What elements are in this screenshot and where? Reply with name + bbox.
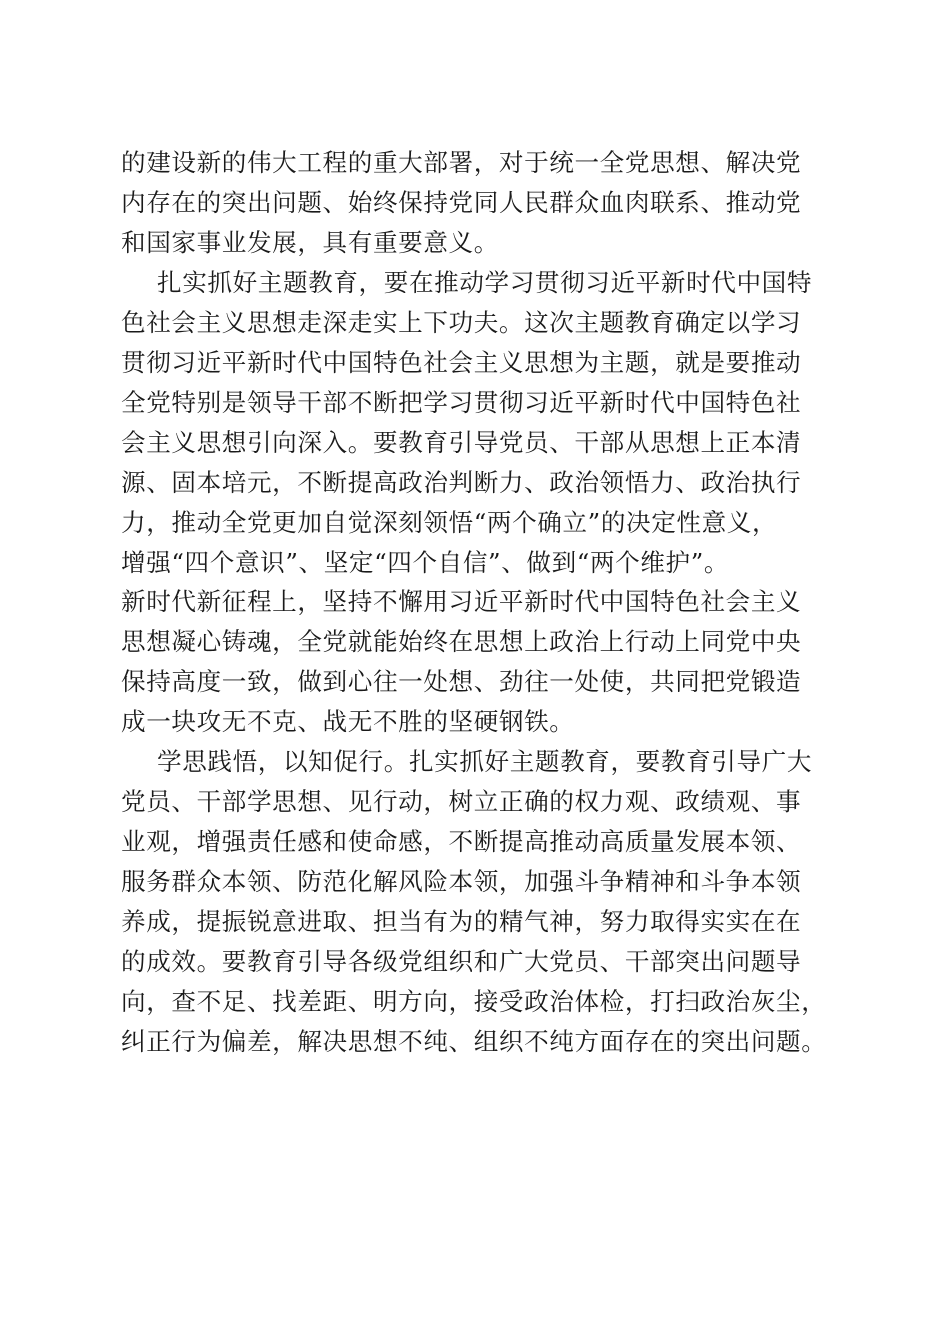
paragraph-3 — [121, 742, 827, 1062]
text-line: 力，推动全党更加自觉深刻领悟“两个确立”的决定性意义， — [121, 507, 778, 537]
text-line: 的成效。要教育引导各级党组织和广大党员、干部突出问题导 — [121, 947, 802, 977]
text-line: 贯彻习近平新时代中国特色社会主义思想为主题，就是要推动 — [121, 347, 802, 377]
text-line: 内存在的突出问题、始终保持党同人民群众血肉联系、推动党 — [121, 187, 802, 217]
text-line: 色社会主义思想走深走实上下功夫。这次主题教育确定以学习 — [121, 307, 802, 337]
text-line: 增强“四个意识”、坚定“四个自信”、做到“两个维护”。 — [121, 547, 730, 577]
text-line: 思想凝心铸魂，全党就能始终在思想上政治上行动上同党中央 — [121, 627, 802, 657]
text-line: 学思践悟，以知促行。扎实抓好主题教育，要教育引导广大 — [157, 747, 813, 777]
text-line: 和国家事业发展，具有重要意义。 — [121, 227, 499, 257]
text-line: 养成，提振锐意进取、担当有为的精气神，努力取得实实在在 — [121, 907, 802, 937]
text-line: 源、固本培元，不断提高政治判断力、政治领悟力、政治执行 — [121, 467, 802, 497]
paragraph-2 — [121, 263, 827, 742]
text-line: 新时代新征程上，坚持不懈用习近平新时代中国特色社会主义 — [121, 587, 802, 617]
text-line: 业观，增强责任感和使命感，不断提高推动高质量发展本领、 — [121, 827, 802, 857]
text-line: 纠正行为偏差，解决思想不纯、组织不纯方面存在的突出问题。 — [121, 1026, 827, 1056]
text-line: 扎实抓好主题教育，要在推动学习贯彻习近平新时代中国特 — [157, 267, 813, 297]
text-line: 会主义思想引向深入。要教育引导党员、干部从思想上正本清 — [121, 427, 802, 457]
text-line: 的建设新的伟大工程的重大部署，对于统一全党思想、解决党 — [121, 148, 802, 177]
text-line: 党员、干部学思想、见行动，树立正确的权力观、政绩观、事 — [121, 787, 802, 817]
paragraph-1 — [121, 143, 827, 263]
text-line: 保持高度一致，做到心往一处想、劲往一处使，共同把党锻造 — [121, 667, 802, 697]
text-line: 向，查不足、找差距、明方向，接受政治体检，打扫政治灰尘， — [121, 987, 827, 1017]
text-line: 成一块攻无不克、战无不胜的坚硬钢铁。 — [121, 707, 575, 737]
text-line: 全党特别是领导干部不断把学习贯彻习近平新时代中国特色社 — [121, 387, 802, 417]
text-line: 服务群众本领、防范化解风险本领，加强斗争精神和斗争本领 — [121, 867, 802, 897]
body-text — [121, 143, 827, 1062]
